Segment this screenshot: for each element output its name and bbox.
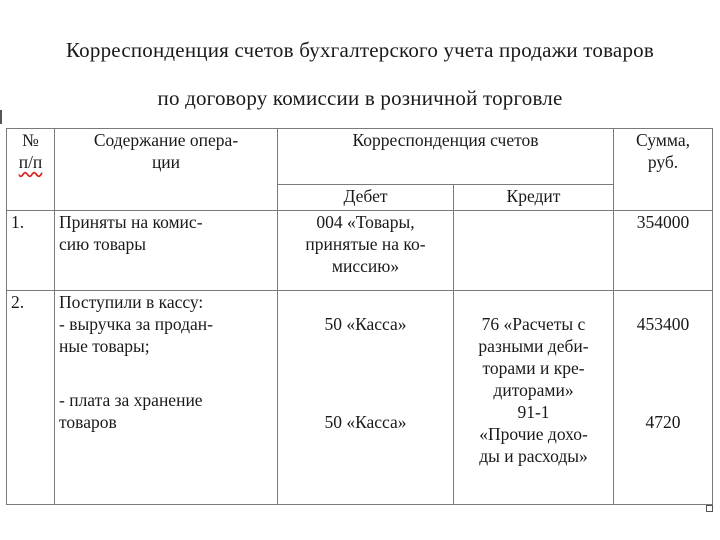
row1-num: 1. xyxy=(7,211,55,291)
row2-content-line1: Поступили в кассу: xyxy=(59,292,204,312)
row2-credit xyxy=(454,291,614,505)
row2-sum xyxy=(614,291,713,505)
row1-debit-line2: принятые на ко- xyxy=(305,234,426,254)
header-sum xyxy=(614,129,713,211)
row2-credit2-line3: ды и расходы» xyxy=(479,446,588,466)
row2-sum-line1: 453400 xyxy=(636,314,690,334)
table-row xyxy=(7,211,713,291)
header-content-line2: ции xyxy=(151,152,181,172)
row2-credit-line1: 76 «Расчеты с xyxy=(481,314,586,334)
header-sum-line1: Сумма, xyxy=(636,130,690,150)
row2-credit-line3: торами и кре- xyxy=(482,358,585,378)
header-debit: Дебет xyxy=(278,185,454,211)
row2-sum2-line1: 4720 xyxy=(645,412,681,432)
row2-debit2-line1: 50 «Касса» xyxy=(324,412,407,432)
row2-content-line3: ные товары; xyxy=(59,336,150,356)
header-num-abbr: п/п xyxy=(18,152,43,172)
row2-num: 2. xyxy=(7,291,55,505)
table-header-row xyxy=(7,129,713,185)
selection-handle xyxy=(706,505,713,512)
row1-sum: 354000 xyxy=(614,211,713,291)
row1-debit-line1: 004 «Товары, xyxy=(316,212,415,232)
document-title-line2: по договору комиссии в розничной торговле xyxy=(157,86,563,110)
row1-content-line1: Приняты на комис- xyxy=(59,212,203,232)
row2-debit xyxy=(278,291,454,505)
header-sum-line2: руб. xyxy=(647,152,679,172)
row2-content2-line2: товаров xyxy=(59,412,117,432)
row2-credit2-line1: 91-1 xyxy=(517,402,550,422)
row1-content-line2: сию товары xyxy=(59,234,147,254)
header-num xyxy=(7,129,55,211)
header-num-sign: № xyxy=(22,130,39,150)
row1-debit xyxy=(278,211,454,291)
row2-credit-line2: разными деби- xyxy=(478,336,589,356)
header-credit: Кредит xyxy=(454,185,614,211)
row2-credit-line4: диторами» xyxy=(493,380,574,400)
row1-content xyxy=(55,211,278,291)
row2-debit-line1: 50 «Касса» xyxy=(324,314,407,334)
table-row xyxy=(7,291,713,505)
margin-mark xyxy=(0,110,2,124)
header-content-line1: Содержание опера- xyxy=(93,130,239,150)
accounts-table xyxy=(6,128,713,505)
row2-credit2-line2: «Прочие дохо- xyxy=(479,424,588,444)
row2-content2-line1: - плата за хранение xyxy=(59,390,203,410)
row2-content-line2: - выручка за продан- xyxy=(59,314,213,334)
header-correspondence: Корреспонденция счетов xyxy=(278,129,614,185)
header-content xyxy=(55,129,278,211)
row1-debit-line3: миссию» xyxy=(331,256,400,276)
row2-content xyxy=(55,291,278,505)
document-title-line1: Корреспонденция счетов бухгалтерского учета продажи товаров xyxy=(66,38,654,62)
row1-credit xyxy=(454,211,614,291)
